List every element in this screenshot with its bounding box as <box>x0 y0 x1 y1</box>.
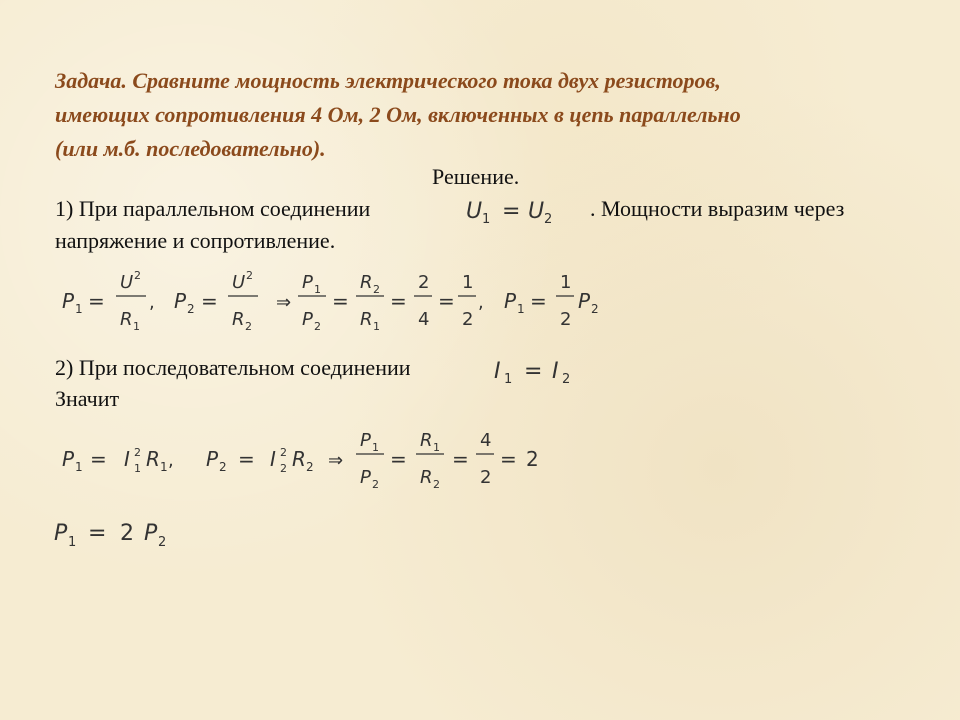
svg-text:2: 2 <box>306 460 314 474</box>
svg-text:=: = <box>332 289 349 313</box>
part2-line-2: Значит <box>55 386 120 411</box>
svg-text:2: 2 <box>280 462 287 475</box>
svg-text:=: = <box>524 359 543 384</box>
svg-text:2: 2 <box>246 269 253 282</box>
parallel-power-formula <box>58 264 618 336</box>
svg-text:⇒: ⇒ <box>276 292 292 313</box>
svg-text:⇒: ⇒ <box>328 450 344 471</box>
svg-text:U: U <box>232 272 246 293</box>
svg-text:R: R <box>360 309 373 330</box>
part1-prefix: 1) При параллельном соединении <box>55 196 371 221</box>
svg-text:2: 2 <box>526 447 539 471</box>
svg-text:1: 1 <box>504 372 513 387</box>
svg-text:I: I <box>494 359 501 384</box>
svg-text:2: 2 <box>280 446 287 459</box>
svg-text:R: R <box>360 272 373 293</box>
svg-text:=: = <box>88 289 105 313</box>
svg-text:2: 2 <box>560 309 572 330</box>
svg-text:=: = <box>530 289 547 313</box>
svg-text:2: 2 <box>591 302 599 316</box>
svg-text:R: R <box>420 467 433 488</box>
svg-text:1: 1 <box>75 302 83 316</box>
svg-text:2: 2 <box>187 302 195 316</box>
svg-text:2: 2 <box>433 478 440 491</box>
svg-text:=: = <box>238 447 255 471</box>
task-line-1: Задача. Сравните мощность электрического тока двух резисторов, <box>55 68 721 93</box>
svg-text:,: , <box>478 292 484 313</box>
svg-text:=: = <box>90 447 107 471</box>
svg-text:=: = <box>438 289 455 313</box>
series-power-formula <box>58 424 558 496</box>
result-formula <box>50 512 190 552</box>
svg-text:P: P <box>144 521 158 546</box>
solution-heading: Решение. <box>432 164 520 189</box>
svg-text:U: U <box>528 199 545 224</box>
svg-text:R: R <box>232 309 245 330</box>
svg-text:U: U <box>120 272 134 293</box>
svg-text:1: 1 <box>160 460 168 474</box>
svg-text:R: R <box>420 430 433 451</box>
svg-text:2: 2 <box>134 269 141 282</box>
current-equality-formula <box>490 352 590 388</box>
svg-text:2: 2 <box>158 535 167 550</box>
svg-text:1: 1 <box>517 302 525 316</box>
svg-text:=: = <box>390 289 407 313</box>
svg-text:=: = <box>201 289 218 313</box>
task-statement <box>55 64 925 166</box>
svg-text:R: R <box>120 309 133 330</box>
svg-text:2: 2 <box>418 272 430 293</box>
svg-text:P: P <box>62 289 75 313</box>
svg-text:4: 4 <box>418 309 430 330</box>
svg-text:1: 1 <box>133 320 140 333</box>
svg-text:P: P <box>504 289 517 313</box>
svg-text:P: P <box>360 467 371 488</box>
part1-suffix: . Мощности выразим через <box>590 196 845 221</box>
svg-text:=: = <box>500 447 517 471</box>
svg-text:1: 1 <box>373 320 380 333</box>
svg-text:2: 2 <box>134 446 141 459</box>
svg-text:2: 2 <box>462 309 474 330</box>
svg-text:2: 2 <box>219 460 227 474</box>
svg-text:=: = <box>390 447 407 471</box>
svg-text:4: 4 <box>480 430 492 451</box>
svg-text:1: 1 <box>75 460 83 474</box>
svg-text:1: 1 <box>462 272 474 293</box>
svg-text:2: 2 <box>562 372 571 387</box>
svg-text:I: I <box>270 447 276 471</box>
svg-text:=: = <box>88 521 107 546</box>
svg-text:P: P <box>62 447 75 471</box>
svg-text:1: 1 <box>68 535 77 550</box>
svg-text:P: P <box>360 430 371 451</box>
svg-text:1: 1 <box>482 212 491 227</box>
svg-text:2: 2 <box>544 212 553 227</box>
svg-text:1: 1 <box>134 462 141 475</box>
task-line-3: (или м.б. последовательно). <box>55 136 326 161</box>
svg-text:R: R <box>146 447 160 471</box>
svg-text:2: 2 <box>372 478 379 491</box>
svg-text:2: 2 <box>120 521 134 546</box>
svg-text:P: P <box>206 447 219 471</box>
svg-text:,: , <box>168 450 174 471</box>
svg-text:=: = <box>502 199 521 224</box>
svg-text:P: P <box>578 289 591 313</box>
svg-text:1: 1 <box>433 441 440 454</box>
svg-text:2: 2 <box>373 283 380 296</box>
svg-text:P: P <box>174 289 187 313</box>
part1-line-2: напряжение и сопротивление. <box>55 228 336 253</box>
svg-text:2: 2 <box>314 320 321 333</box>
svg-text:I: I <box>124 447 130 471</box>
svg-text:1: 1 <box>560 272 572 293</box>
svg-text:I: I <box>552 359 559 384</box>
svg-text:R: R <box>292 447 306 471</box>
svg-text:1: 1 <box>314 283 321 296</box>
svg-text:P: P <box>302 272 313 293</box>
svg-text:U: U <box>466 199 483 224</box>
svg-text:P: P <box>302 309 313 330</box>
svg-text:2: 2 <box>480 467 492 488</box>
part2-prefix: 2) При последовательном соединении <box>55 355 411 380</box>
svg-text:,: , <box>149 292 155 313</box>
svg-text:=: = <box>452 447 469 471</box>
svg-text:P: P <box>54 521 68 546</box>
svg-text:1: 1 <box>372 441 379 454</box>
voltage-equality-formula <box>462 192 572 228</box>
task-line-2: имеющих сопротивления 4 Ом, 2 Ом, включенных в цепь параллельно <box>55 102 741 127</box>
svg-text:2: 2 <box>245 320 252 333</box>
